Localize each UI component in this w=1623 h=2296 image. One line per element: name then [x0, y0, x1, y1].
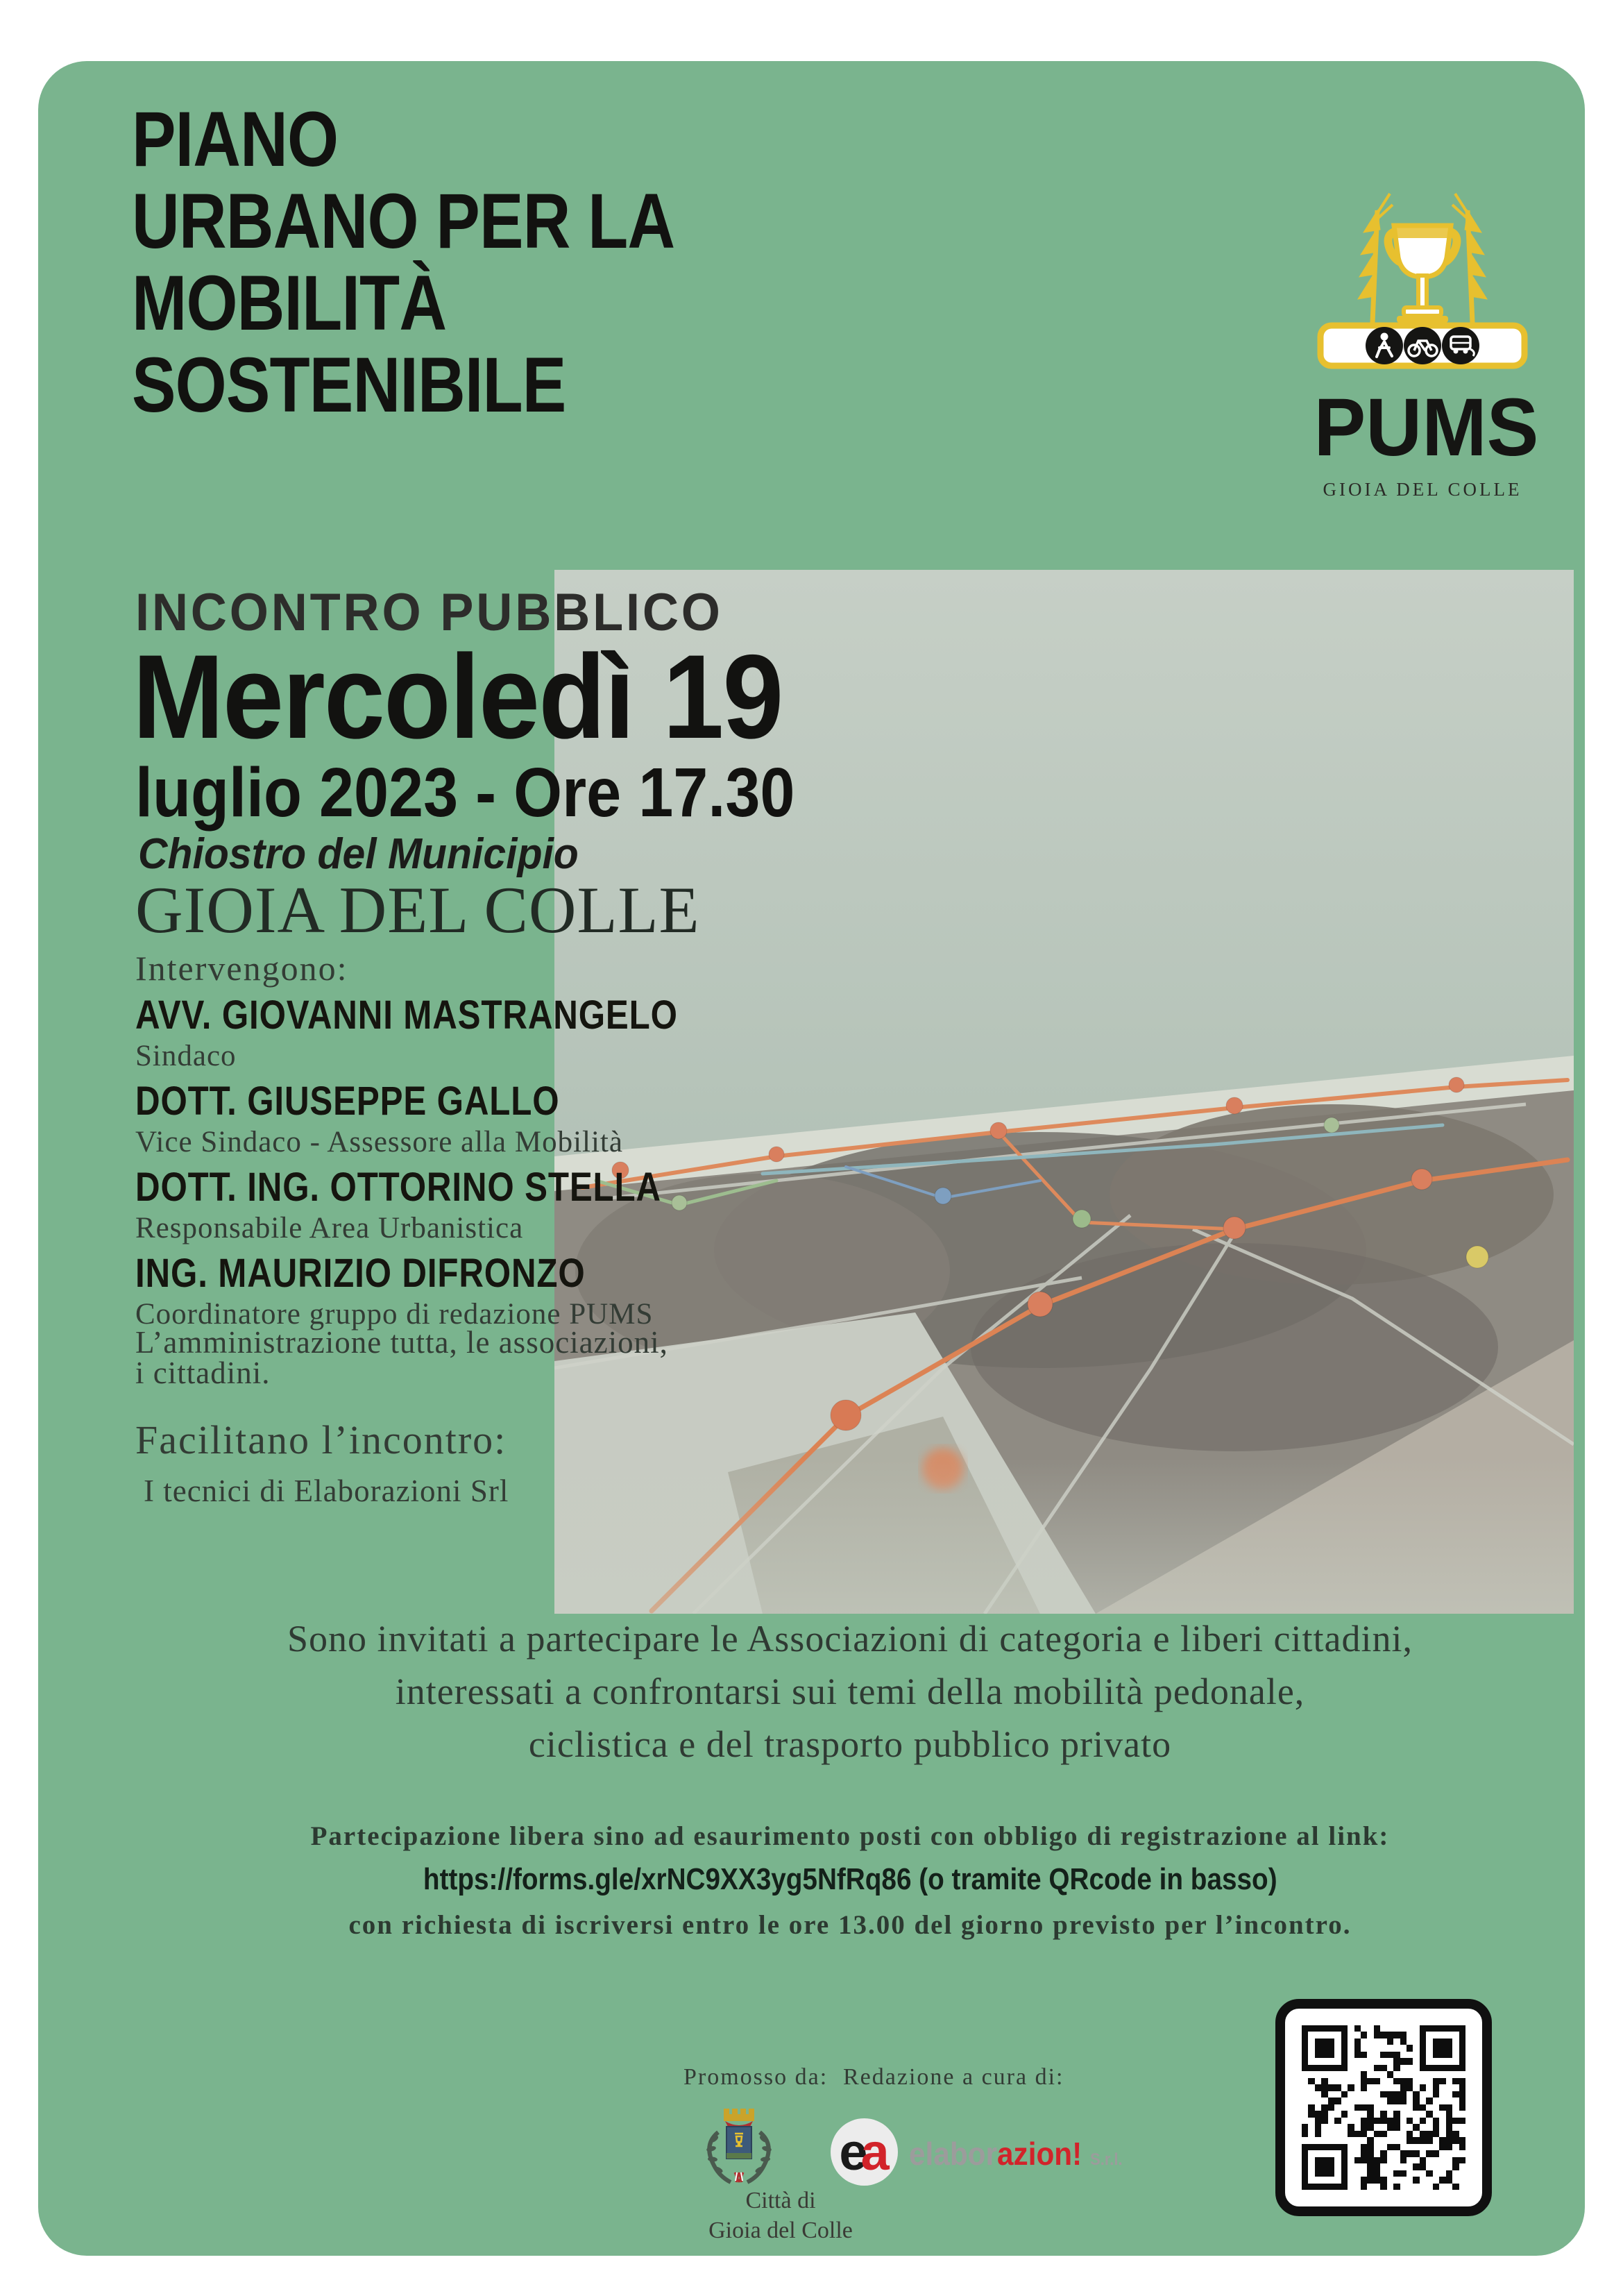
- registration-link-line: [121, 1864, 1579, 1895]
- registration-line-3: con richiesta di iscriversi entro le ore 13.00 del giorno previsto per l’incontro.: [348, 1910, 1352, 1940]
- pums-logo: [1308, 189, 1537, 500]
- speaker-name: DOTT. GIUSEPPE GALLO: [135, 1079, 560, 1124]
- pums-emblem: [1308, 189, 1537, 377]
- speaker-name: ING. MAURIZIO DIFRONZO: [135, 1251, 586, 1296]
- title-line-1: PIANO: [132, 96, 339, 183]
- event-kicker: INCONTRO PUBBLICO: [135, 583, 723, 642]
- editing-label: Redazione a cura di:: [843, 2064, 1064, 2090]
- qr-modules: [1302, 2025, 1465, 2190]
- speaker-name: DOTT. ING. OTTORINO STELLA: [135, 1165, 661, 1210]
- monogram-a: a: [860, 2123, 890, 2181]
- promoted-by-label: Promosso da:: [683, 2064, 829, 2090]
- event-venue: Chiostro del Municipio: [138, 830, 579, 878]
- registration-link: https://forms.gle/xrNC9XX3yg5NfRq86 (o tramite QRcode in basso): [423, 1862, 1277, 1896]
- bicycle-icon: [1404, 327, 1441, 364]
- event-datetime: luglio 2023 - Ore 17.30: [135, 754, 795, 832]
- speakers-heading: Intervengono:: [135, 949, 348, 988]
- wheat-left-icon: [1358, 194, 1393, 339]
- wordmark-red: azion: [997, 2136, 1073, 2172]
- speaker-role: Responsabile Area Urbanistica: [135, 1212, 524, 1244]
- speaker-role: Sindaco: [135, 1040, 237, 1072]
- monogram-e: e: [839, 2123, 861, 2181]
- poster-card: [38, 61, 1585, 2256]
- title-line-2: URBANO PER LA: [132, 178, 675, 264]
- wordmark-suffix: S.r.l.: [1090, 2150, 1123, 2169]
- pums-wordmark: PUMS: [1314, 382, 1539, 473]
- facilitators-heading: Facilitano l’incontro:: [135, 1417, 507, 1462]
- invite-line-2: interessati a confrontarsi sui temi della mobilità pedonale,: [395, 1671, 1305, 1712]
- event-day: Mercoledì 19: [133, 630, 783, 763]
- gioia-del-colle-coat-of-arms: [697, 2106, 781, 2191]
- speaker-role: Coordinatore gruppo di redazione PUMS: [135, 1298, 654, 1331]
- title-line-4: SOSTENIBILE: [132, 341, 566, 428]
- pedestrian-icon: [1366, 327, 1403, 364]
- speaker-role: Vice Sindaco - Assessore alla Mobilità: [135, 1126, 623, 1158]
- invite-line-3: ciclistica e del trasporto pubblico privato: [528, 1723, 1172, 1765]
- registration-line-1: Partecipazione libera sino ad esaurimento posti con obbligo di registrazione al link:: [310, 1821, 1390, 1851]
- facilitators-line: I tecnici di Elaborazioni Srl: [144, 1474, 509, 1508]
- title-line-3: MOBILITÀ: [132, 260, 447, 346]
- audience-line-1: L’amministrazione tutta, le associazioni,: [135, 1325, 668, 1360]
- city-label-line2: Gioia del Colle: [708, 2217, 853, 2243]
- city-label-line1: Città di: [745, 2188, 816, 2213]
- invite-line-1: Sono invitati a partecipare le Associazioni di categoria e liberi cittadini,: [287, 1618, 1413, 1660]
- elaborazioni-monogram-icon: [831, 2118, 898, 2186]
- shield-icon: [726, 2127, 751, 2159]
- elaborazioni-wordmark: [909, 2135, 1123, 2172]
- wordmark-bang: !: [1072, 2136, 1082, 2172]
- crown-icon: [724, 2109, 754, 2127]
- speaker-name: AVV. GIOVANNI MASTRANGELO: [135, 993, 678, 1038]
- trophy-icon: [1388, 226, 1457, 323]
- wordmark-gray: elabor: [909, 2136, 998, 2172]
- event-city: GIOIA DEL COLLE: [135, 873, 700, 947]
- pums-subtitle: GIOIA DEL COLLE: [1323, 479, 1522, 500]
- city-label: [683, 2186, 878, 2245]
- qr-code: [1275, 1999, 1492, 2216]
- bus-icon: [1442, 327, 1479, 364]
- audience-line-2: i cittadini.: [135, 1356, 271, 1390]
- wheat-right-icon: [1452, 194, 1487, 339]
